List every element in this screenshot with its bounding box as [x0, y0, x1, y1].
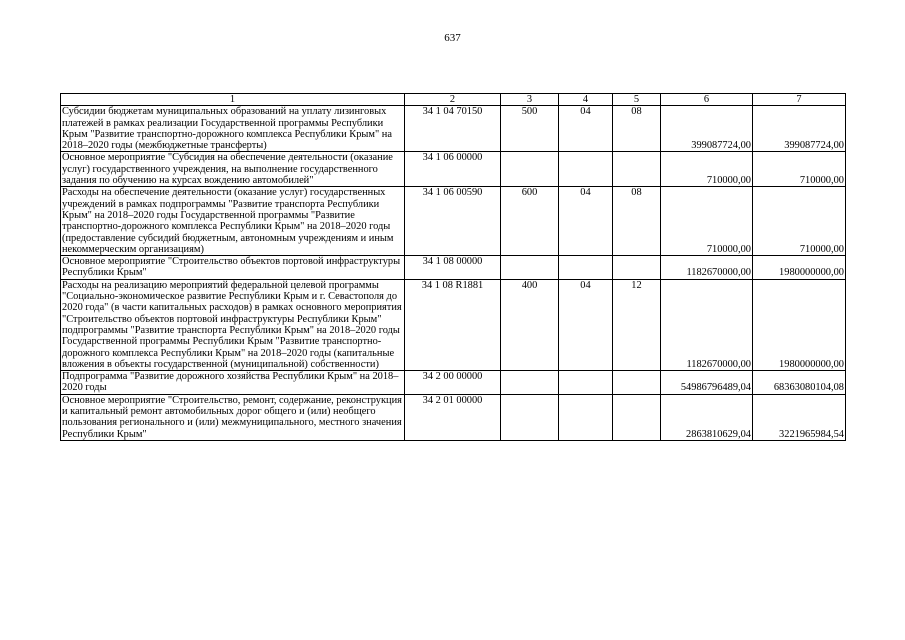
table-header-row	[61, 94, 846, 106]
row-amount-2019-cell: 399087724,00	[661, 106, 753, 152]
row-subsection-cell: 12	[613, 279, 661, 370]
row-code-cell: 34 1 08 00000	[405, 256, 501, 280]
row-subsection-cell	[613, 371, 661, 395]
header-cell-2: 2	[405, 94, 501, 106]
row-amount-2020-cell: 68363080104,08	[753, 371, 846, 395]
table-row	[61, 256, 846, 280]
table-row	[61, 187, 846, 256]
row-subsection-cell: 08	[613, 106, 661, 152]
row-section-cell: 04	[559, 187, 613, 256]
table-row	[61, 106, 846, 152]
row-expense-type-cell	[501, 256, 559, 280]
table-row	[61, 152, 846, 187]
row-amount-2020-cell: 710000,00	[753, 187, 846, 256]
row-code-cell: 34 1 04 70150	[405, 106, 501, 152]
row-amount-2020-cell: 1980000000,00	[753, 279, 846, 370]
header-cell-1: 1	[61, 94, 405, 106]
row-section-cell	[559, 256, 613, 280]
header-cell-3: 3	[501, 94, 559, 106]
row-amount-2020-cell: 1980000000,00	[753, 256, 846, 280]
row-amount-2019-cell: 1182670000,00	[661, 256, 753, 280]
row-name-cell: Основное мероприятие "Строительство объектов портовой инфраструктуры Республики Крым"	[61, 256, 405, 280]
header-cell-5: 5	[613, 94, 661, 106]
row-amount-2020-cell: 710000,00	[753, 152, 846, 187]
row-section-cell: 04	[559, 279, 613, 370]
row-amount-2020-cell: 399087724,00	[753, 106, 846, 152]
table-row	[61, 394, 846, 440]
row-expense-type-cell	[501, 152, 559, 187]
row-amount-2019-cell: 54986796489,04	[661, 371, 753, 395]
header-cell-6: 6	[661, 94, 753, 106]
table-row	[61, 279, 846, 370]
row-amount-2019-cell: 710000,00	[661, 187, 753, 256]
row-section-cell	[559, 394, 613, 440]
row-expense-type-cell: 600	[501, 187, 559, 256]
row-amount-2019-cell: 1182670000,00	[661, 279, 753, 370]
row-expense-type-cell: 400	[501, 279, 559, 370]
table-row	[61, 371, 846, 395]
row-code-cell: 34 2 00 00000	[405, 371, 501, 395]
row-code-cell: 34 1 08 R1881	[405, 279, 501, 370]
header-cell-7: 7	[753, 94, 846, 106]
row-subsection-cell: 08	[613, 187, 661, 256]
row-name-cell: Расходы на обеспечение деятельности (оказание услуг) государственных учреждений в рамках подпрограммы "Развитие транспорта Республики Крым" на 2018–2020 годы Государственной программы "Развитие транспортно-дорожного комплекса Республики Крым" на 2018–2020 годы (предоставление субсидий бюджетным, автономным учреждениям и иным некоммерческим организациям)	[61, 187, 405, 256]
row-subsection-cell	[613, 152, 661, 187]
row-expense-type-cell	[501, 394, 559, 440]
row-subsection-cell	[613, 256, 661, 280]
header-cell-4: 4	[559, 94, 613, 106]
row-section-cell	[559, 371, 613, 395]
row-name-cell: Основное мероприятие "Субсидия на обеспечение деятельности (оказание услуг) государственного учреждения, на выполнение государственного задания по обучению на курсах вождению автомобилей"	[61, 152, 405, 187]
row-amount-2020-cell: 3221965984,54	[753, 394, 846, 440]
row-name-cell: Подпрограмма "Развитие дорожного хозяйства Республики Крым" на 2018–2020 годы	[61, 371, 405, 395]
row-amount-2019-cell: 710000,00	[661, 152, 753, 187]
budget-table	[60, 93, 846, 441]
row-code-cell: 34 2 01 00000	[405, 394, 501, 440]
page-number: 637	[444, 32, 461, 44]
row-name-cell: Основное мероприятие "Строительство, ремонт, содержание, реконструкция и капитальный ремонт автомобильных дорог общего и (или) необщего пользования регионального и (или) межмуниципального, местного значения Республики Крым"	[61, 394, 405, 440]
row-expense-type-cell: 500	[501, 106, 559, 152]
row-expense-type-cell	[501, 371, 559, 395]
row-code-cell: 34 1 06 00590	[405, 187, 501, 256]
row-section-cell: 04	[559, 106, 613, 152]
row-name-cell: Расходы на реализацию мероприятий федеральной целевой программы "Социально-экономическое развитие Республики Крым и г. Севастополя до 2020 года" (в части капитальных расходов) в рамках основного мероприятия "Строительство объектов портовой инфраструктуры Республики Крым" подпрограммы "Развитие транспорта Республики Крым" на 2018–2020 годы Государственной программы Республики Крым "Развитие транспортно-дорожного комплекса Республики Крым" на 2018–2020 годы (капитальные вложения в объекты государственной (муниципальной) собственности)	[61, 279, 405, 370]
row-section-cell	[559, 152, 613, 187]
row-code-cell: 34 1 06 00000	[405, 152, 501, 187]
row-name-cell: Субсидии бюджетам муниципальных образований на уплату лизинговых платежей в рамках реализации Государственной программы Республики Крым "Развитие транспортно-дорожного комплекса Республики Крым" на 2018–2020 годы (межбюджетные трансферты)	[61, 106, 405, 152]
row-amount-2019-cell: 2863810629,04	[661, 394, 753, 440]
row-subsection-cell	[613, 394, 661, 440]
